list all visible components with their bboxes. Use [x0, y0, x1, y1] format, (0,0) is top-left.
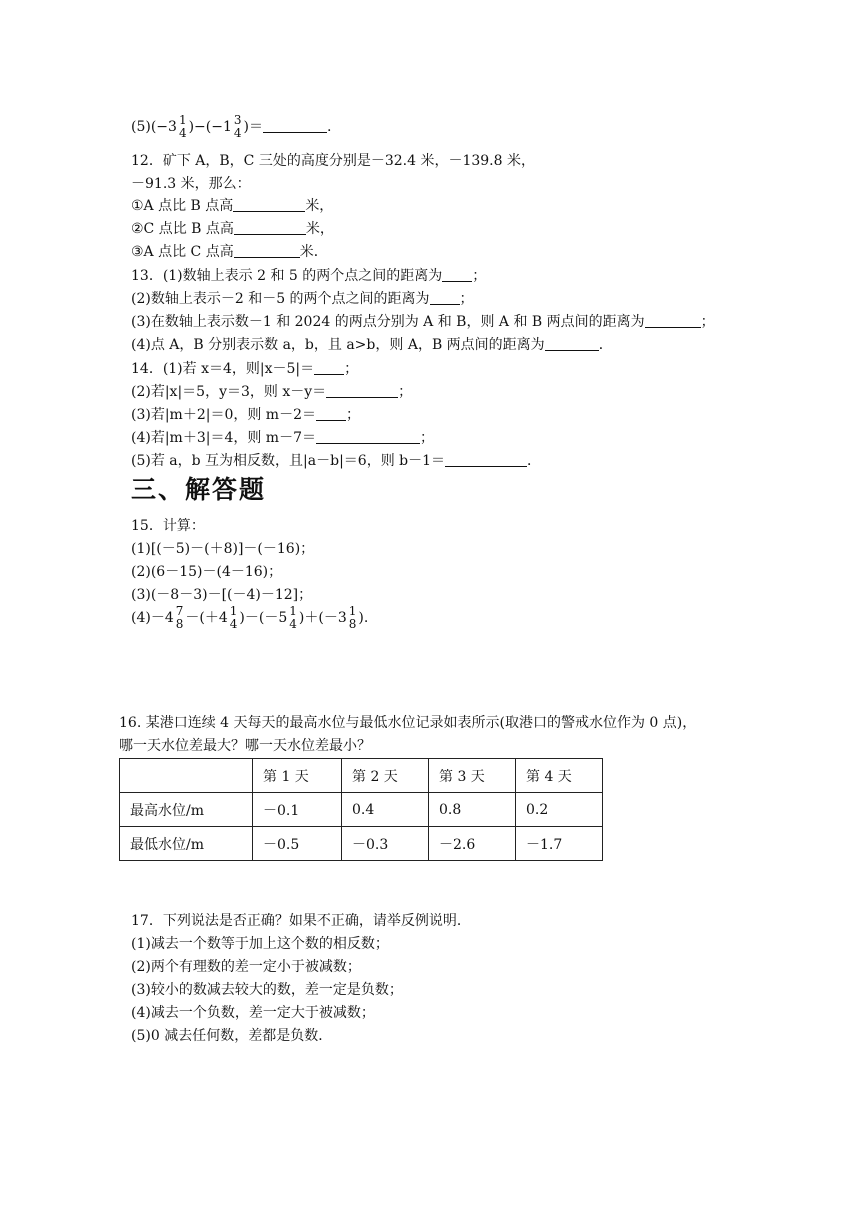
table-row	[120, 793, 603, 827]
q17-part3: (3)较小的数减去较大的数，差一定是负数；	[131, 982, 403, 998]
q15-4-seg-d: )＋(－3	[298, 610, 347, 626]
q12-item1-unit: 米，	[305, 198, 334, 214]
q13-part4-text: (4)点 A，B 分别表示数 a，b，且 a>b，则 A，B 两点间的距离为	[131, 337, 545, 353]
answer-blank[interactable]	[233, 197, 305, 212]
answer-blank[interactable]	[442, 267, 472, 282]
denominator: 8	[348, 617, 357, 631]
answer-blank[interactable]	[316, 406, 346, 421]
table-cell: －0.5	[253, 827, 342, 861]
table-header-cell: 第 1 天	[253, 759, 342, 793]
q12-item3-text: ③A 点比 C 点高	[131, 244, 234, 260]
numerator: 3	[233, 113, 242, 127]
section-title: 三、解答题	[131, 475, 267, 504]
table-cell: －1.7	[516, 827, 603, 861]
q13-part3-end: ；	[700, 314, 715, 330]
q12-item3	[131, 243, 328, 261]
q14-part2-end: ；	[398, 384, 413, 400]
q12-item2	[131, 220, 334, 238]
q14-part4	[131, 429, 434, 447]
q11-5-mid: )−(−1	[188, 119, 232, 135]
q15-4-seg-a: (4)－4	[131, 610, 174, 626]
denominator: 4	[289, 617, 297, 631]
answer-blank[interactable]	[314, 360, 344, 375]
q12-item1-text: ①A 点比 B 点高	[131, 198, 234, 214]
answer-blank[interactable]	[316, 429, 420, 444]
denominator: 4	[229, 617, 238, 631]
q15-4-seg-e: ).	[358, 610, 369, 626]
q14-part5-text: (5)若 a，b 互为相反数，且|a－b|＝6，则 b－1＝	[131, 453, 446, 469]
fraction	[289, 605, 297, 631]
answer-blank[interactable]	[445, 452, 527, 467]
q11-5-end: .	[326, 119, 332, 135]
q13-part3-text: (3)在数轴上表示数－1 和 2024 的两点分别为 A 和 B，则 A 和 B 两点间的距离为	[131, 314, 645, 330]
answer-blank[interactable]	[326, 383, 398, 398]
q15-part3: (3)(－8－3)－[(－4)－12]；	[131, 587, 313, 603]
table-header-row	[120, 759, 603, 793]
table-header-cell: 第 2 天	[342, 759, 429, 793]
fraction	[176, 605, 184, 631]
table-row	[120, 827, 603, 861]
q14-part1-end: ；	[344, 361, 359, 377]
numerator: 1	[348, 604, 357, 618]
q17-part2: (2)两个有理数的差一定小于被减数；	[131, 959, 361, 975]
q12-item1	[131, 197, 333, 215]
q14-part1-text: 14．(1)若 x＝4，则|x－5|＝	[131, 361, 315, 377]
table-cell: 最高水位/m	[120, 793, 253, 827]
denominator: 4	[178, 126, 187, 140]
q12-item2-unit: 米，	[305, 221, 334, 237]
answer-blank[interactable]	[234, 220, 306, 235]
q13-part1-text: 13．(1)数轴上表示 2 和 5 的两个点之间的距离为	[131, 268, 443, 284]
table-header-cell: 第 4 天	[516, 759, 603, 793]
answer-blank[interactable]	[645, 313, 701, 328]
table-cell: 0.4	[342, 793, 429, 827]
q12-line2: －91.3 米，那么：	[131, 176, 251, 192]
fraction	[179, 114, 187, 140]
q16-line1: 16. 某港口连续 4 天每天的最高水位与最低水位记录如表所示(取港口的警戒水位作为 0 点)，	[119, 715, 697, 731]
answer-blank[interactable]	[263, 118, 327, 133]
denominator: 8	[175, 617, 184, 631]
fraction	[234, 114, 242, 140]
answer-blank[interactable]	[545, 336, 599, 351]
table-cell: －0.1	[253, 793, 342, 827]
q17-part5: (5)0 减去任何数，差都是负数．	[131, 1028, 333, 1044]
q11-5-prefix: (5)(−3	[131, 119, 177, 135]
numerator: 1	[178, 113, 187, 127]
q17-intro: 17．下列说法是否正确？如果不正确，请举反例说明．	[131, 913, 471, 929]
q14-part5	[131, 452, 541, 470]
q15-4-seg-c: )－(－5	[239, 610, 288, 626]
denominator: 4	[233, 126, 242, 140]
q17-part4: (4)减去一个负数，差一定大于被减数；	[131, 1005, 375, 1021]
table-cell: 0.2	[516, 793, 603, 827]
q14-part4-end: ；	[420, 430, 434, 446]
q11-part5	[131, 114, 331, 140]
fraction	[349, 605, 357, 631]
q14-part5-end: ．	[527, 453, 542, 469]
q13-part3	[131, 313, 715, 331]
q15-part4	[131, 605, 368, 631]
q14-part4-text: (4)若|m＋3|＝4，则 m－7＝	[131, 430, 316, 446]
q14-part2-text: (2)若|x|＝5，y＝3，则 x－y＝	[131, 384, 327, 400]
fraction	[230, 605, 238, 631]
q16-line2: 哪一天水位差最大？哪一天水位差最小？	[119, 738, 371, 754]
q13-part2-end: ；	[459, 291, 474, 307]
q12-line1: 12．矿下 A，B，C 三处的高度分别是－32.4 米，－139.8 米，	[131, 153, 535, 169]
q13-part4-end: ．	[598, 337, 613, 353]
q13-part2-text: (2)数轴上表示－2 和－5 的两个点之间的距离为	[131, 291, 430, 307]
q12-item2-text: ②C 点比 B 点高	[131, 221, 234, 237]
q13-part1-end: ；	[472, 268, 487, 284]
q14-part3	[131, 406, 360, 424]
q14-part3-text: (3)若|m＋2|＝0，则 m－2＝	[131, 407, 316, 423]
q15-part1: (1)[(－5)－(＋8)]－(－16)；	[131, 541, 315, 557]
table-cell: －0.3	[342, 827, 429, 861]
table-header-cell: 第 3 天	[429, 759, 516, 793]
table-cell: 最低水位/m	[120, 827, 253, 861]
q14-part3-end: ；	[346, 407, 360, 423]
q15-4-seg-b: －(＋4	[185, 610, 228, 626]
numerator: 1	[229, 604, 238, 618]
q12-item3-unit: 米．	[299, 244, 328, 260]
q13-part1	[131, 267, 486, 285]
q17-part1: (1)减去一个数等于加上这个数的相反数；	[131, 936, 389, 952]
answer-blank[interactable]	[234, 243, 300, 258]
answer-blank[interactable]	[430, 290, 460, 305]
numerator: 1	[289, 604, 297, 618]
q14-part2	[131, 383, 412, 401]
q15-part2: (2)(6－15)－(4－16)；	[131, 564, 283, 580]
numerator: 7	[175, 604, 184, 618]
table-cell: －2.6	[429, 827, 516, 861]
table-header-cell	[120, 759, 253, 793]
table-cell: 0.8	[429, 793, 516, 827]
q14-part1	[131, 360, 358, 378]
q15-intro: 15．计算：	[131, 518, 205, 534]
q13-part4	[131, 336, 613, 354]
water-level-table	[119, 758, 603, 861]
q13-part2	[131, 290, 474, 308]
q11-5-suffix: )＝	[243, 119, 263, 135]
